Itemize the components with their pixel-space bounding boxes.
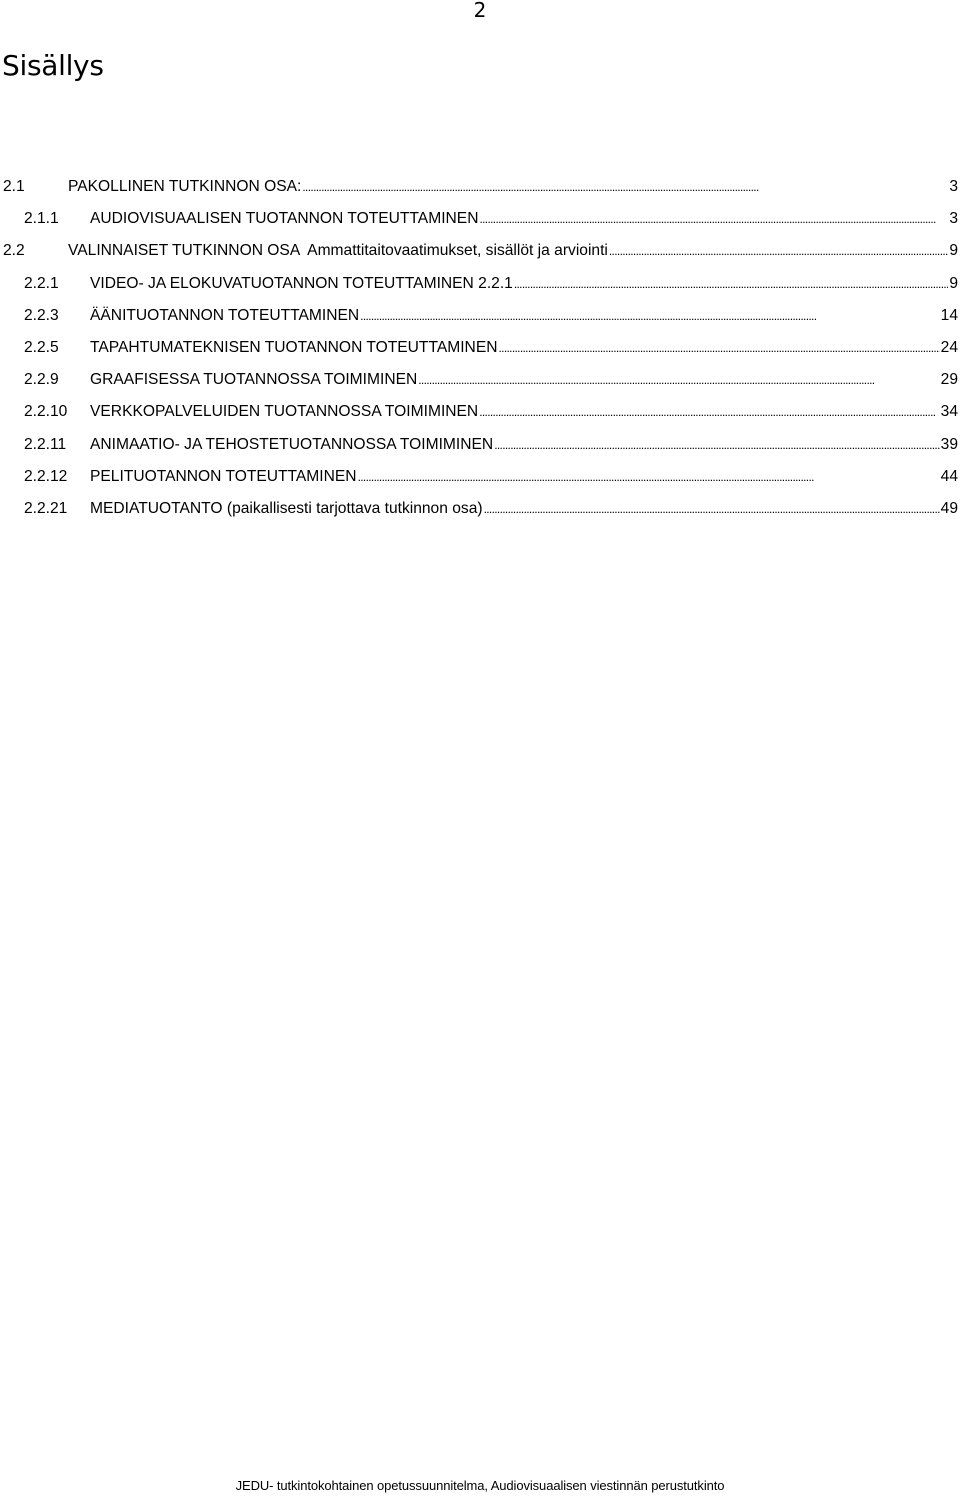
toc-entry-title: PAKOLLINEN TUTKINNON OSA: [68,178,302,195]
toc-entry-title: VIDEO- JA ELOKUVATUOTANNON TOTEUTTAMINEN 2.2.1 [90,274,513,292]
toc-dot-leader [609,240,948,263]
toc-entry-2-2[interactable] [0,240,958,272]
toc-entry-number: 2.2.21 [24,499,68,517]
table-of-contents [0,176,958,530]
toc-dot-leader [498,337,939,360]
toc-entry-title: MEDIATUOTANTO (paikallisesti tarjottava tutkinnon osa) [90,499,483,517]
toc-entry-title: VALINNAISET TUTKINNON OSA Ammattitaitovaatimukset, sisällöt ja arviointi [68,242,608,260]
toc-entry-number: 2.2.11 [24,435,67,453]
page-footer: JEDU- tutkintokohtainen opetussuunnitelma, Audiovisuaalisen viestinnän perustutkinto [235,1478,725,1493]
toc-entry-number: 2.2.1 [24,274,59,292]
toc-entry-title: ANIMAATIO- JA TEHOSTETUOTANNOSSA TOIMIMINEN [90,435,494,453]
toc-entry-2-2-1[interactable] [0,273,958,305]
toc-entry-2-2-12[interactable] [0,466,958,498]
toc-dot-leader [479,401,939,424]
toc-entry-title: ÄÄNITUOTANNON TOTEUTTAMINEN [90,306,360,324]
toc-entry-2-2-5[interactable] [0,337,958,369]
toc-entry-2-2-10[interactable] [0,401,958,433]
toc-entry-page: 9 [949,242,958,260]
toc-entry-title: TAPAHTUMATEKNISEN TUOTANNON TOTEUTTAMINEN [90,338,498,356]
toc-dot-leader [302,176,948,199]
toc-dot-leader [360,305,939,328]
toc-entry-title: PELITUOTANNON TOTEUTTAMINEN [90,467,357,485]
toc-dot-leader [514,273,948,296]
toc-entry-title: VERKKOPALVELUIDEN TUOTANNOSSA TOIMIMINEN [90,403,479,421]
toc-entry-page: 39 [940,435,958,453]
toc-dot-leader [479,208,948,231]
toc-entry-number: 2.2.5 [24,338,59,356]
toc-entry-page: 3 [949,210,958,228]
toc-entry-number: 2.2.9 [24,371,59,389]
toc-entry-2-2-21[interactable] [0,498,958,530]
toc-heading: Sisällys [2,49,104,82]
toc-dot-leader [358,466,940,489]
toc-entry-2-1[interactable] [0,176,958,208]
toc-entry-page: 49 [940,499,958,517]
page-number: 2 [473,0,487,22]
toc-entry-2-2-3[interactable] [0,305,958,337]
toc-entry-page: 24 [940,338,958,356]
toc-entry-page: 44 [940,467,958,485]
toc-entry-title: GRAAFISESSA TUOTANNOSSA TOIMIMINEN [90,371,418,389]
toc-entry-page: 14 [940,306,958,324]
toc-entry-number: 2.2 [3,242,25,260]
toc-entry-page: 29 [940,371,958,389]
toc-dot-leader [494,434,939,457]
toc-dot-leader [418,369,939,392]
toc-entry-title: AUDIOVISUAALISEN TUOTANNON TOTEUTTAMINEN [90,210,479,228]
toc-entry-2-1-1[interactable] [0,208,958,240]
toc-entry-number: 2.2.10 [24,403,68,421]
toc-entry-page: 9 [949,274,958,292]
toc-entry-page: 34 [940,403,958,421]
toc-entry-2-2-9[interactable] [0,369,958,401]
toc-dot-leader [484,498,940,521]
toc-entry-number: 2.2.3 [24,306,59,324]
toc-entry-2-2-11[interactable] [0,434,958,466]
toc-entry-number: 2.1 [3,178,25,195]
toc-entry-number: 2.1.1 [24,210,59,228]
toc-entry-page: 3 [949,178,958,195]
toc-entry-number: 2.2.12 [24,467,68,485]
